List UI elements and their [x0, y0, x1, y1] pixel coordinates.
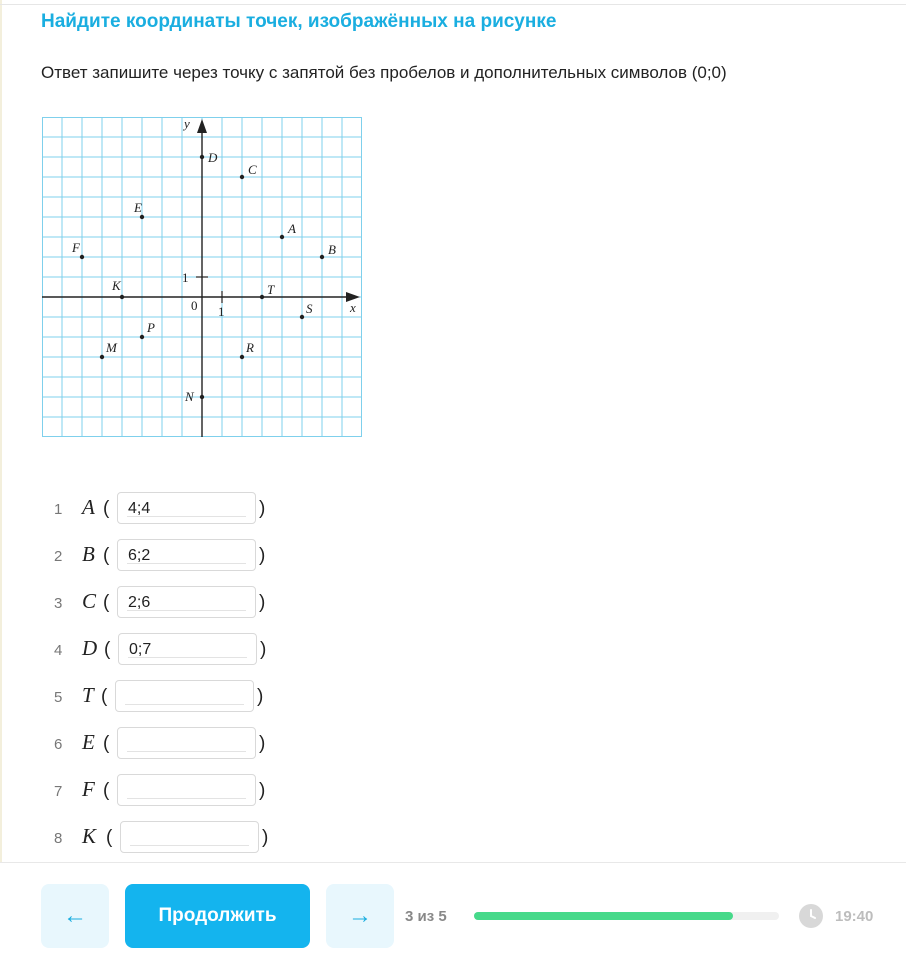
point-d [200, 155, 204, 159]
answer-number: 4 [54, 642, 63, 659]
answer-number: 7 [54, 783, 63, 800]
point-label-d: D [208, 150, 218, 165]
open-paren: ( [103, 733, 110, 754]
answer-number: 3 [54, 595, 63, 612]
point-letter: F [82, 777, 95, 801]
point-letter: T [82, 683, 94, 707]
answer-number: 1 [54, 501, 63, 518]
x-axis-label: x [350, 300, 356, 315]
answer-input-t[interactable] [115, 680, 254, 712]
close-paren: ) [259, 780, 266, 801]
top-divider [0, 4, 906, 5]
progress-fill [474, 912, 733, 920]
arrow-right-icon: → [348, 902, 372, 929]
y-axis-label: y [184, 117, 190, 131]
close-paren: ) [259, 733, 266, 754]
open-paren: ( [103, 780, 110, 801]
task-title: Найдите координаты точек, изображённых на рисунке [41, 11, 557, 32]
open-paren: ( [101, 686, 108, 707]
point-label-n: N [185, 389, 194, 404]
point-letter: K [82, 824, 97, 848]
point-label-f: F [72, 240, 80, 255]
close-paren: ) [259, 592, 266, 613]
point-label-c: C [248, 162, 257, 177]
point-t [260, 295, 264, 299]
clock-icon [799, 904, 823, 928]
point-r [240, 355, 244, 359]
continue-button[interactable]: Продолжить [125, 884, 310, 948]
x-unit-label: 1 [218, 304, 225, 319]
close-paren: ) [262, 827, 269, 848]
open-paren: ( [103, 498, 110, 519]
back-button[interactable] [41, 884, 109, 948]
point-k [120, 295, 124, 299]
open-paren: ( [106, 827, 113, 848]
y-unit-label: 1 [182, 270, 189, 285]
point-label-t: T [267, 282, 275, 297]
input-underline [125, 704, 244, 705]
point-label-e: E [134, 200, 142, 215]
point-letter: E [82, 730, 95, 754]
point-b [320, 255, 324, 259]
point-p [140, 335, 144, 339]
point-m [100, 355, 104, 359]
point-s [300, 315, 304, 319]
point-letter: D [82, 636, 98, 660]
arrow-left-icon: ← [63, 902, 87, 929]
point-label-p: P [147, 320, 155, 335]
open-paren: ( [103, 592, 110, 613]
next-button[interactable] [326, 884, 394, 948]
point-label-s: S [306, 301, 313, 316]
point-e [140, 215, 144, 219]
task-instruction: Ответ запишите через точку с запятой без пробелов и дополнительных символов (0;0) [41, 63, 727, 82]
progress-counter: 3 из 5 [405, 908, 447, 925]
answer-number: 6 [54, 736, 63, 753]
answer-input-a[interactable] [117, 492, 256, 524]
input-underline [127, 563, 246, 564]
close-paren: ) [259, 498, 266, 519]
answer-input-d[interactable] [118, 633, 257, 665]
point-n [200, 395, 204, 399]
point-label-r: R [246, 340, 254, 355]
input-underline [127, 516, 246, 517]
coordinate-plane [42, 117, 362, 437]
answer-number: 5 [54, 689, 63, 706]
input-underline [127, 798, 246, 799]
answer-input-k[interactable] [120, 821, 259, 853]
open-paren: ( [104, 639, 111, 660]
point-letter: C [82, 589, 97, 613]
origin-label: 0 [191, 298, 198, 313]
open-paren: ( [103, 545, 110, 566]
point-label-k: K [112, 278, 121, 293]
progress-bar [474, 912, 779, 920]
point-f [80, 255, 84, 259]
answer-number: 8 [54, 830, 63, 847]
answer-number: 2 [54, 548, 63, 565]
answer-input-b[interactable] [117, 539, 256, 571]
close-paren: ) [260, 639, 267, 660]
footer-bar [0, 862, 906, 953]
close-paren: ) [257, 686, 264, 707]
input-underline [127, 610, 246, 611]
close-paren: ) [259, 545, 266, 566]
point-c [240, 175, 244, 179]
input-underline [128, 657, 247, 658]
coordinate-figure [42, 117, 362, 437]
answer-input-f[interactable] [117, 774, 256, 806]
point-label-a: A [288, 221, 296, 236]
timer: 19:40 [835, 908, 874, 925]
point-letter: B [82, 542, 95, 566]
input-underline [130, 845, 249, 846]
point-label-b: B [328, 242, 336, 257]
input-underline [127, 751, 246, 752]
left-border [0, 0, 2, 952]
answer-input-c[interactable] [117, 586, 256, 618]
answer-input-e[interactable] [117, 727, 256, 759]
point-letter: A [82, 495, 95, 519]
point-label-m: M [106, 340, 117, 355]
point-a [280, 235, 284, 239]
